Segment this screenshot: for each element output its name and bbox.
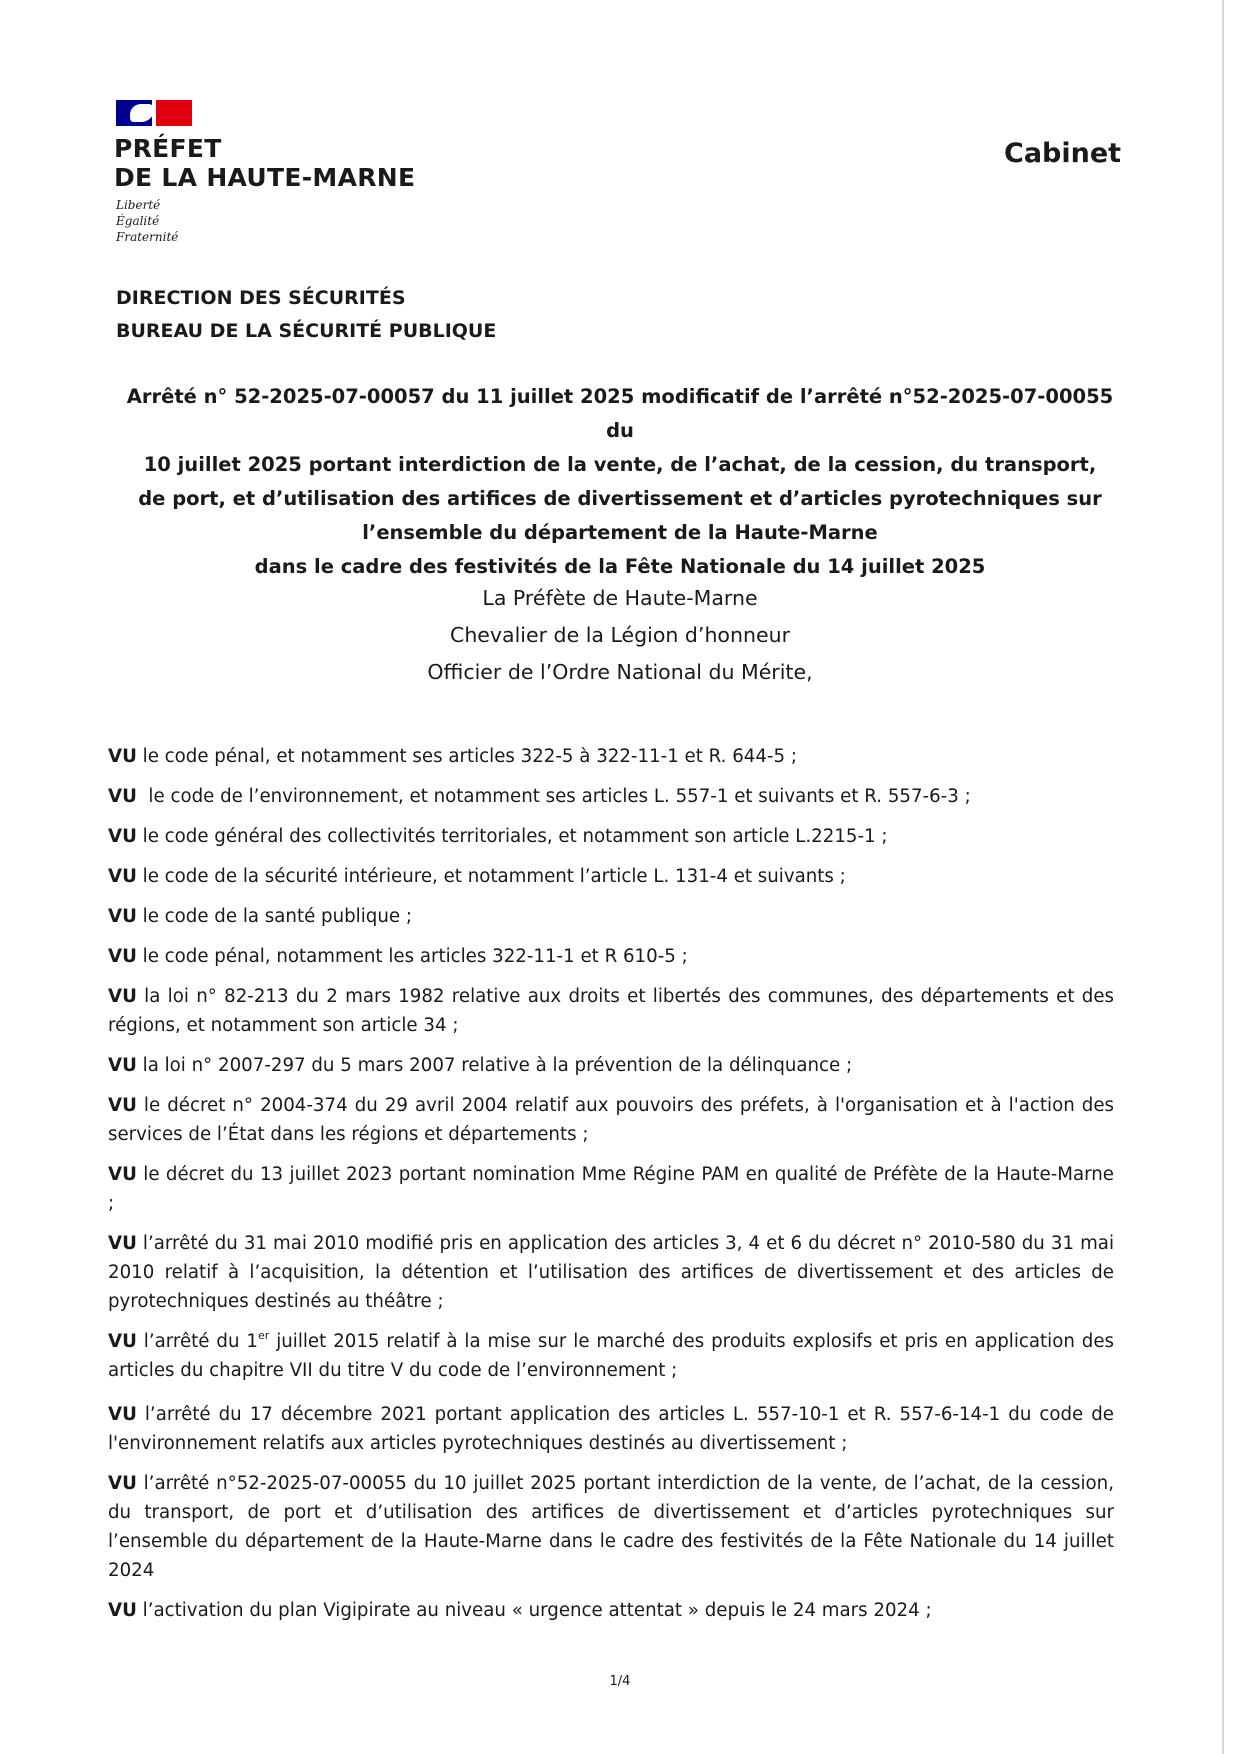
decree-title: [110, 380, 1130, 584]
page-number: 1/4: [609, 1674, 631, 1689]
visa-superscript: er: [257, 1329, 270, 1342]
visa-item: [108, 822, 1114, 851]
visa-item: [108, 982, 1114, 1040]
visa-text: le code pénal, notamment les articles 322-11-1 et R 610-5 ;: [136, 946, 688, 967]
marianne-logo: [116, 100, 192, 126]
motto-liberte: Liberté: [116, 198, 161, 212]
visa-list: [108, 742, 1114, 1625]
visa-keyword: VU: [108, 1600, 137, 1621]
visa-keyword: VU: [108, 1331, 137, 1352]
prefecture-name-line1: PRÉFET: [114, 134, 222, 163]
issuing-direction: [116, 282, 496, 348]
scan-edge: [1222, 0, 1224, 1754]
signatory-line: Chevalier de la Légion d’honneur: [450, 623, 790, 647]
visa-text: le décret du 13 juillet 2023 portant nomination Mme Régine PAM en qualité de Préfète de la Haute-Marne ;: [108, 1164, 1114, 1214]
signatory-line: La Préfète de Haute-Marne: [482, 586, 758, 610]
visa-text: le code de la sécurité intérieure, et notamment l’article L. 131-4 et suivants ;: [136, 866, 846, 887]
visa-item: [108, 1229, 1114, 1316]
visa-keyword: VU: [108, 826, 137, 847]
visa-keyword: VU: [108, 1473, 137, 1494]
visa-item: [108, 1596, 1114, 1625]
visa-keyword: VU: [108, 786, 137, 807]
visa-text: le décret n° 2004-374 du 29 avril 2004 relatif aux pouvoirs des préfets, à l'organisation et à l'action des services de l’État dans les régions et départements ;: [108, 1095, 1114, 1145]
visa-item: [108, 1091, 1114, 1149]
motto-fraternite: Fraternité: [116, 230, 179, 244]
visa-text: l’arrêté n°52-2025-07-00055 du 10 juillet 2025 portant interdiction de la vente, de l’achat, de la cession, du transport, de port et d’utilisation des artifices de divertissement et d’articles pyrotechniques sur l’ensemble du département de la Haute-Marne dans le cadre des festivités de la Fête Nationale du 14 juillet 2024: [108, 1473, 1114, 1581]
visa-keyword: VU: [108, 1233, 137, 1254]
visa-text: l’activation du plan Vigipirate au niveau « urgence attentat » depuis le 24 mars 2024 ;: [136, 1600, 932, 1621]
visa-text: le code de la santé publique ;: [136, 906, 412, 927]
decree-title-line: dans le cadre des festivités de la Fête Nationale du 14 juillet 2025: [254, 555, 986, 578]
republic-motto: [116, 197, 178, 245]
signatory-block: [0, 580, 1240, 691]
visa-item: [108, 742, 1114, 771]
visa-text: l’arrêté du 1: [136, 1331, 258, 1352]
visa-keyword: VU: [108, 1095, 137, 1116]
visa-keyword: VU: [108, 1055, 137, 1076]
visa-text: l’arrêté du 17 décembre 2021 portant application des articles L. 557-10-1 et R. 557-6-14-1 du code de l'environnement relatifs aux articles pyrotechniques destinés au divertissement ;: [108, 1404, 1114, 1454]
motto-egalite: Égalité: [116, 214, 160, 228]
decree-title-line: l’ensemble du département de la Haute-Marne: [362, 521, 878, 544]
visa-keyword: VU: [108, 906, 137, 927]
visa-keyword: VU: [108, 866, 137, 887]
visa-item: [108, 1160, 1114, 1218]
direction-line2: BUREAU DE LA SÉCURITÉ PUBLIQUE: [116, 320, 497, 342]
visa-text: le code général des collectivités territoriales, et notamment son article L.2215-1 ;: [136, 826, 888, 847]
visa-item: [108, 1469, 1114, 1585]
prefecture-name-line2: DE LA HAUTE-MARNE: [114, 163, 416, 192]
visa-keyword: VU: [108, 1164, 137, 1185]
visa-text: juillet 2015 relatif à la mise sur le marché des produits explosifs et pris en application des articles du chapitre VII du titre V du code de l’environnement ;: [108, 1331, 1114, 1381]
visa-item: [108, 782, 1114, 811]
prefecture-name: [114, 134, 415, 192]
visa-item: [108, 902, 1114, 931]
signatory-line: Officier de l’Ordre National du Mérite,: [427, 660, 813, 684]
visa-text: le code de l’environnement, et notamment ses articles L. 557-1 et suivants et R. 557-6-3 ;: [136, 786, 971, 807]
flag-red-band: [156, 100, 192, 126]
visa-item: [108, 942, 1114, 971]
visa-text: le code pénal, et notamment ses articles 322-5 à 322-11-1 et R. 644-5 ;: [136, 746, 797, 767]
decree-title-line: Arrêté n° 52-2025-07-00057 du 11 juillet 2025 modificatif de l’arrêté n°52-2025-07-00055 du: [126, 385, 1114, 442]
visa-keyword: VU: [108, 986, 137, 1007]
decree-title-line: 10 juillet 2025 portant interdiction de la vente, de l’achat, de la cession, du transport,: [143, 453, 1097, 476]
visa-text: l’arrêté du 31 mai 2010 modifié pris en application des articles 3, 4 et 6 du décret n° 2010-580 du 31 mai 2010 relatif à l’acquisition, la détention et l’utilisation des artifices de divertissement et des articles de pyrotechniques destinés au théâtre ;: [108, 1233, 1114, 1312]
visa-keyword: VU: [108, 746, 137, 767]
visa-text: la loi n° 82-213 du 2 mars 1982 relative aux droits et libertés des communes, des départements et des régions, et notamment son article 34 ;: [108, 986, 1114, 1036]
decree-title-line: de port, et d’utilisation des artifices de divertissement et d’articles pyrotechniques sur: [138, 487, 1102, 510]
service-label: Cabinet: [1004, 138, 1122, 169]
visa-keyword: VU: [108, 1404, 137, 1425]
visa-item: [108, 1327, 1114, 1385]
visa-text: la loi n° 2007-297 du 5 mars 2007 relative à la prévention de la délinquance ;: [136, 1055, 853, 1076]
visa-item: [108, 1051, 1114, 1080]
visa-keyword: VU: [108, 946, 137, 967]
direction-line1: DIRECTION DES SÉCURITÉS: [116, 287, 406, 309]
visa-item: [108, 862, 1114, 891]
visa-item: [108, 1400, 1114, 1458]
